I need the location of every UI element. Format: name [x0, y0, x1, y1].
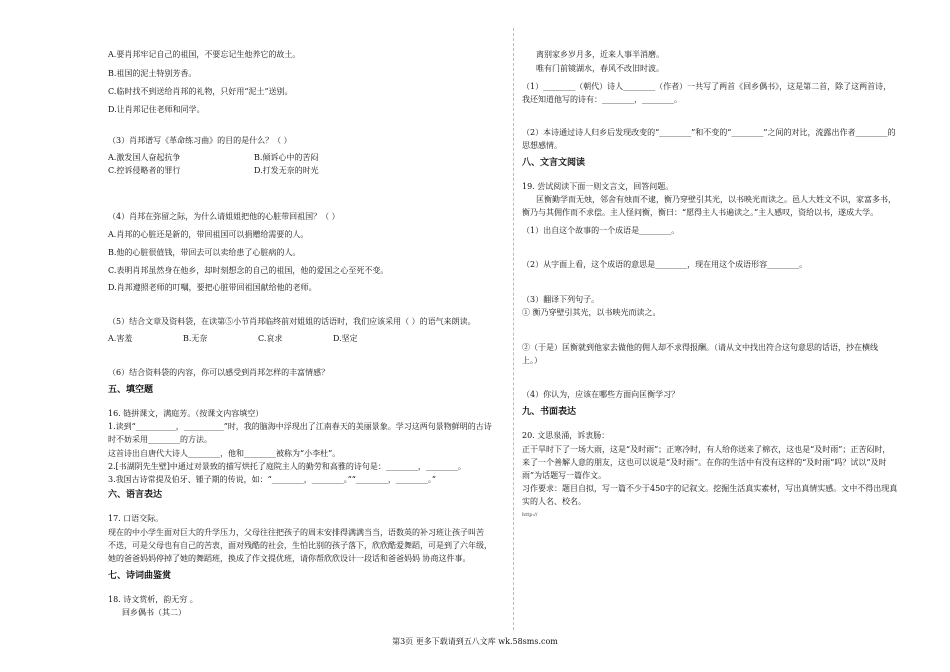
q18-1-line-2: 我还知道他写的诗有：________，________。	[522, 95, 682, 104]
q20-line-5: 实的人名、校名。	[522, 497, 586, 506]
q16-line-4: 2.[书湖阴先生壁]中通过对景致的描写烘托了庭院主人的勤劳和高雅的诗句是：________，________。	[108, 462, 466, 471]
q19-text-1: 匡衡勤学而无烛，邻舍有烛而不逮，衡乃穿壁引其光，以书映光而读之。邑人大姓文不识，家富多书，	[536, 195, 896, 204]
q3-option-d: D.打发无奈的时光	[254, 166, 319, 175]
q16-line-1: 1.读到“__________，__________”时，我的脑海中浮现出了江南春天的美丽景象。学习这两句景物鲜明的古诗	[108, 422, 492, 431]
q4-option-a: A.肖邦的心脏还是新的，带回祖国可以捐赠给需要的人。	[108, 230, 309, 239]
q3-option-c: C.控诉侵略者的罪行	[108, 166, 181, 175]
q19-text-2: 衡乃与其佣作而不求偿。主人怪问衡，衡曰：“愿得主人书遍读之。”主人感叹，资给以书，遂成大学。	[522, 208, 879, 217]
poem-title: 回乡偶书（其二）	[122, 608, 186, 617]
q5-option-c: C.哀求	[258, 334, 283, 343]
q4-stem: （4）肖邦在弥留之际，为什么请姐姐把他的心脏带回祖国？（ ）	[108, 212, 340, 221]
q5-stem: （5）结合文章及资料袋，在读第⑤小节肖邦临终前对姐姐的话语时，我们应该采用（ ）的语气来朗读。	[108, 317, 476, 326]
section-nine-heading: 九、书面表达	[522, 407, 577, 417]
q2-option-b: B.祖国的泥土特别芳香。	[108, 69, 197, 78]
q3-option-a: A.激发国人奋起抗争	[108, 153, 181, 162]
q17-stem: 17. 口语交际。	[108, 514, 164, 523]
q4-option-b: B.他的心脏很值钱，带回去可以卖给患了心脏病的人。	[108, 248, 301, 257]
q17-line-2: 不迭，可是父母也有自己的苦衷，面对残酷的社会，生怕比别的孩子落下，欣欣酷爱舞蹈，可是到了六年级，	[108, 541, 492, 550]
q16-line-5: 3.我国古诗常提及伯牙、锺子期的传说，如：“________，________。”“________，________。”	[108, 475, 436, 484]
q16-line-2: 时不妨采用________的方法。	[108, 435, 212, 444]
q18-2-line-2: 思想感情。	[522, 141, 562, 150]
q2-option-c: C.临时找不到送给肖邦的礼物，只好用“泥土”送别。	[108, 87, 293, 96]
q5-option-a: A.害羞	[108, 334, 133, 343]
q18-stem: 18. 诗文赏析，韵无穷 。	[108, 595, 198, 604]
q20-line-3: 雨”为话题写一篇作文。	[522, 471, 607, 480]
q2-option-a: A.要肖邦牢记自己的祖国，不要忘记生他养它的故土。	[108, 50, 301, 59]
q19-sub-4: （4）你认为，应该在哪些方面向匡衡学习？	[522, 390, 680, 399]
q19-sub-3c: 上。）	[522, 356, 542, 365]
q19-sub-3a: ① 衡乃穿壁引其光，以书映光而读之。	[522, 308, 661, 317]
q3-option-b: B.倾诉心中的苦闷	[254, 153, 319, 162]
q20-line-4: 习作要求：题目自拟，写一篇不少于450字的记叙文。挖掘生活真实素材，写出真情实感。文中不得出现真	[522, 484, 898, 493]
section-five-heading: 五、填空题	[108, 385, 154, 395]
q3-stem: （3）肖邦谱写《革命练习曲》的目的是什么？（ ）	[108, 136, 292, 145]
q20-stem: 20. 文思泉涌，诉衷肠：	[522, 431, 610, 440]
poem-line-2: 唯有门前镜湖水，春风不改旧时波。	[536, 64, 664, 73]
q18-1-line-1: （1）________（朝代）诗人________（作者）一共写了两首《回乡偶书》，这是第二首，除了这两首诗，	[522, 82, 892, 91]
q19-sub-1: （1）出自这个故事的一个成语是________。	[522, 226, 680, 235]
q19-sub-3: （3）翻译下列句子。	[522, 295, 600, 304]
q6-stem: （6）结合资料袋的内容，你可以感受到肖邦怎样的丰富情感？	[108, 368, 330, 377]
section-six-heading: 六、语言表达	[108, 490, 163, 500]
source-mark: http://	[522, 512, 538, 518]
q4-option-c: C.表明肖邦虽然身在他乡，却时刻想念的自己的祖国，他的爱国之心至死不变。	[108, 266, 389, 275]
q5-option-b: B.无奈	[183, 334, 208, 343]
q5-option-d: D.坚定	[333, 334, 358, 343]
page-footer: 第3页 更多下载请到五八文库 wk.58sms.com	[392, 637, 558, 646]
q20-line-1: 正干旱时下了一场大雨，这是“及时雨”；正寒冷时，有人给你送来了棉衣，这也是“及时雨”；正苦闷时，	[522, 445, 891, 454]
poem-line-1: 离别家乡岁月多，近来人事半消磨。	[536, 50, 664, 59]
q16-stem: 16. 链拼课文，满庭芳。（按课文内容填空）	[108, 409, 264, 418]
section-eight-heading: 八、文言文阅读	[522, 158, 586, 168]
q19-stem: 19. 尝试阅读下面一则文言文，回答问题。	[522, 182, 674, 191]
q16-line-3: 这首诗出自唐代大诗人________，他和________被称为“小李杜”。	[108, 449, 341, 458]
q2-option-d: D.让肖邦记住老师和同学。	[108, 105, 205, 114]
column-divider	[513, 28, 514, 630]
q4-option-d: D.肖邦遵照老师的叮嘱，要把心脏带回祖国献给他的老师。	[108, 283, 317, 292]
q19-sub-2: （2）从字面上看，这个成语的意思是________，现在用这个成语形容________。	[522, 260, 808, 269]
q18-2-line-1: （2）本诗通过诗人归乡后发现改变的“________”和不变的“________”之间的对比，流露出作者________的	[522, 128, 896, 137]
q17-line-3: 她的爸爸妈妈停掉了她的舞蹈班，换成了作文提优班，请你帮欣欣设计一段话和爸爸妈妈 协商这件事。	[108, 554, 471, 563]
q19-sub-3b: ②（于是）匡衡就到他家去做他的佣人却不求得报酬。（请从文中找出符合这句意思的话语，抄在横线	[522, 343, 878, 352]
q17-line-1: 现在的中小学生面对巨大的升学压力，父母往往把孩子的周末安排得满满当当，语数英的补习班让孩子叫苦	[108, 528, 484, 537]
section-seven-heading: 七、诗词曲鉴赏	[108, 571, 172, 581]
q20-line-2: 来了一个善解人意的朋友，这也可以说是“及时雨”。在你的生活中有没有这样的“及时雨”吗？试以“及时	[522, 458, 887, 467]
